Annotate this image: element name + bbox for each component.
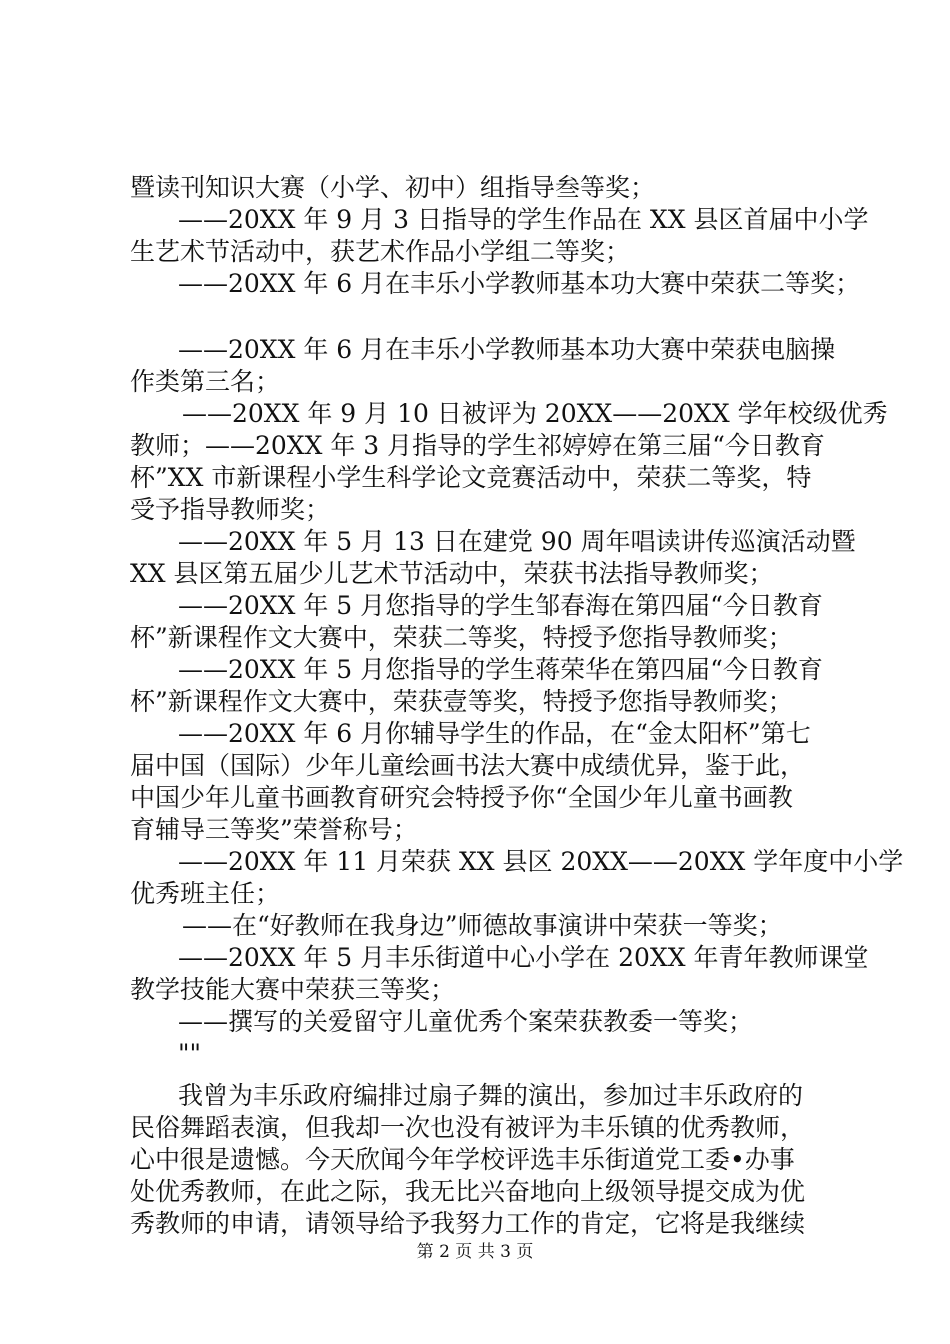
document-body [130, 172, 904, 1240]
text-line: ——20XX 年 11 月荣获 XX 县区 20XX——20XX 学年度中小学 [178, 847, 904, 876]
text-line: ——20XX 年 9 月 10 日被评为 20XX——20XX 学年校级优秀 [182, 399, 888, 428]
paragraph-gap [130, 1070, 830, 1080]
text-line: 心中很是遗憾。今天欣闻今年学校评选丰乐街道党工委•办事 [130, 1145, 795, 1174]
text-line: ——撰写的关爱留守儿童优秀个案荣获教委一等奖； [178, 1007, 754, 1036]
text-line: 教师；——20XX 年 3 月指导的学生祁婷婷在第三届“今日教育 [130, 431, 825, 460]
text-line: ——20XX 年 6 月在丰乐小学教师基本功大赛中荣获二等奖； [178, 269, 861, 298]
text-line: 届中国（国际）少年儿童绘画书法大赛中成绩优异，鉴于此， [130, 751, 806, 780]
text-line: 受予指导教师奖； [130, 495, 331, 524]
text-line: 暨读刊知识大赛（小学、初中）组指导叁等奖； [130, 173, 656, 202]
text-line: 秀教师的申请，请领导给予我努力工作的肯定，它将是我继续 [130, 1209, 806, 1238]
text-line: 处优秀教师，在此之际，我无比兴奋地向上级领导提交成为优 [130, 1177, 806, 1206]
text-line: 中国少年儿童书画教育研究会特授予你“全国少年儿童书画教 [130, 783, 793, 812]
text-line: 教学技能大赛中荣获三等奖； [130, 975, 456, 1004]
text-line: ——20XX 年 6 月你辅导学生的作品，在“金太阳杯”第七 [178, 719, 811, 748]
text-line: 民俗舞蹈表演，但我却一次也没有被评为丰乐镇的优秀教师， [130, 1113, 806, 1142]
text-line: ——在“好教师在我身边”师德故事演讲中荣获一等奖； [182, 911, 783, 940]
text-line: 作类第三名； [130, 367, 281, 396]
text-line: ——20XX 年 5 月丰乐街道中心小学在 20XX 年青年教师课堂 [178, 943, 869, 972]
text-line: "" [178, 1039, 201, 1068]
text-line: 杯”XX 市新课程小学生科学论文竞赛活动中，荣获二等奖，特 [130, 463, 812, 492]
page-number-label: 第 2 页 共 3 页 [416, 1242, 534, 1262]
text-line: 优秀班主任； [130, 879, 281, 908]
text-line: ——20XX 年 5 月 13 日在建党 90 周年唱读讲传巡演活动暨 [178, 527, 856, 556]
text-line: 杯”新课程作文大赛中，荣获二等奖，特授予您指导教师奖； [130, 623, 793, 652]
text-line: 我曾为丰乐政府编排过扇子舞的演出，参加过丰乐政府的 [178, 1081, 804, 1110]
text-line: ——20XX 年 6 月在丰乐小学教师基本功大赛中荣获电脑操 [178, 335, 836, 364]
text-line: 杯”新课程作文大赛中，荣获壹等奖，特授予您指导教师奖； [130, 687, 793, 716]
text-line: ——20XX 年 5 月您指导的学生邹春海在第四届“今日教育 [178, 591, 823, 620]
text-line: 育辅导三等奖”荣誉称号； [130, 815, 418, 844]
page-footer [0, 1241, 950, 1263]
text-line: ——20XX 年 9 月 3 日指导的学生作品在 XX 县区首届中小学 [178, 205, 869, 234]
paragraph-gap [130, 300, 830, 334]
text-line: 生艺术节活动中，获艺术作品小学组二等奖； [130, 237, 631, 266]
text-line: ——20XX 年 5 月您指导的学生蒋荣华在第四届“今日教育 [178, 655, 823, 684]
text-line: XX 县区第五届少儿艺术节活动中，荣获书法指导教师奖； [130, 559, 774, 588]
